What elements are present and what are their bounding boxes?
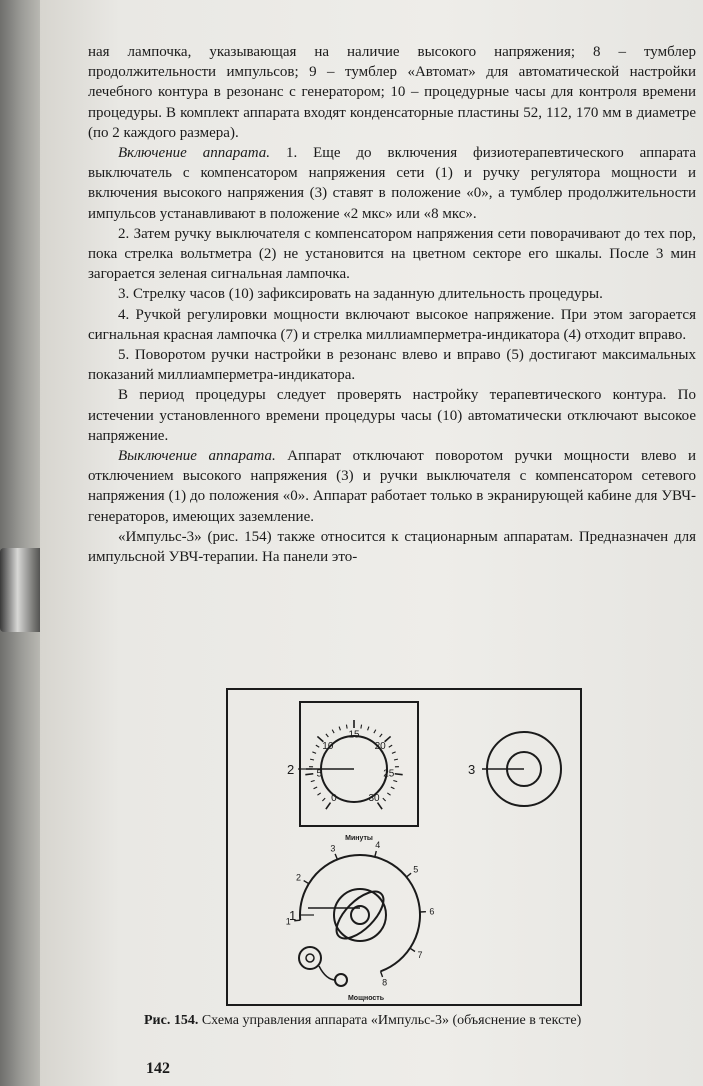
paragraph: ная лампочка, указывающая на наличие высокого напряжения; 8 – тумблер продолжительности импульсов; 9 – тумблер «Автомат» для автоматической настройки лечебного контура в резонанс с генератором; 10 – процедурные часы для контроля времени процедуры. В комплект аппарата входят конденсаторные пластины 52, 112, 170 мм в диаметре (по 2 каждого размера). <box>88 44 696 141</box>
book-binding <box>0 0 40 1086</box>
control-panel-diagram <box>228 690 580 1004</box>
paragraph: 5. Поворотом ручки настройки в резонанс влево и вправо (5) достигают максимальных показаний миллиамперметра-индикатора. <box>88 347 696 384</box>
timer-tick <box>393 781 397 782</box>
power-tick <box>410 948 415 951</box>
page-number: 142 <box>146 1060 170 1077</box>
timer-tick <box>326 803 331 810</box>
power-tick-label: 3 <box>330 843 336 854</box>
power-tick-label: 4 <box>375 840 381 851</box>
callout-1-label: 1 <box>289 908 297 923</box>
power-tick-label: 5 <box>413 864 419 875</box>
timer-tick-label: 30 <box>368 793 380 805</box>
callout-2-label: 2 <box>287 762 295 777</box>
indicator-lamp-outer <box>299 947 321 969</box>
timer-tick <box>326 734 328 737</box>
power-tick-label: 2 <box>296 872 302 883</box>
power-tick <box>304 881 309 884</box>
power-tick-label: 6 <box>429 906 435 917</box>
timer-tick <box>305 774 313 775</box>
power-caption: Мощность <box>347 995 385 1002</box>
paragraph: «Импульс-3» (рис. 154) также относится к стационарным аппаратам. Предназначен для импульсной УВЧ-терапии. На панели это- <box>88 528 696 566</box>
timer-tick <box>314 787 318 789</box>
timer-frame <box>300 702 418 826</box>
power-tick <box>335 854 337 860</box>
figure-caption-text: Схема управления аппарата «Импульс-3» (объяснение в тексте) <box>201 1013 582 1028</box>
figure-panel <box>226 688 582 1006</box>
power-tick <box>406 873 411 877</box>
toggle-switch <box>335 974 347 986</box>
timer-tick <box>380 734 382 737</box>
power-tick-label: 1 <box>285 916 291 927</box>
timer-tick <box>368 727 369 731</box>
heading-switch-off: Выключение аппарата. <box>118 448 276 465</box>
power-tick <box>381 971 383 977</box>
power-scale-arc <box>300 855 423 971</box>
figure-caption <box>144 1013 703 1029</box>
timer-caption: Минуты <box>345 835 373 842</box>
paragraph: В период процедуры следует проверять настройку терапевтического контура. По истечении установленного времени процедуры часы (10) автоматически отключают высокое напряжение. <box>88 387 696 444</box>
paragraph: 3. Стрелку часов (10) зафиксировать на заданную длительность процедуры. <box>118 286 603 303</box>
timer-tick <box>346 725 347 729</box>
paragraph: 2. Затем ручку выключателя с компенсатором напряжения сети поворачивают до тех пор, пока стрелка вольтметра (2) не установится на цветном секторе его шкалы. После 3 мин загорается зеленая сигнальная лампочка. <box>88 225 696 283</box>
timer-tick <box>311 781 315 782</box>
timer-tick <box>361 725 362 729</box>
timer-tick <box>389 745 392 747</box>
timer-tick <box>332 730 334 733</box>
heading-switch-on: Включение аппарата. <box>118 145 271 162</box>
power-tick-label: 7 <box>417 949 423 960</box>
paragraph: Включение аппарата. 1. Еще до включения физиотерапевтического аппарата выключатель с компенсатором напряжения сети (1) и ручку регулятора мощности и включения высокого напряжения (3) ставят в положение «0», а тумблер продолжительности импульсов устанавливают в положение «2 мкс» или «8 мкс». <box>88 145 697 222</box>
timer-tick-label: 0 <box>331 793 337 805</box>
timer-tick <box>383 798 386 801</box>
timer-tick <box>312 752 316 754</box>
timer-tick-label: 20 <box>374 741 386 753</box>
timer-tick <box>317 793 320 795</box>
timer-tick <box>310 759 314 760</box>
power-knob <box>329 884 391 946</box>
power-tick-label: 8 <box>382 977 388 988</box>
paragraph: Выключение аппарата. Аппарат отключают поворотом ручки мощности влево и отключением высокого напряжения (3) и ручки выключателя с компенсатором сетевого напряжения (1) до положения «0». Аппарат работает только в экранирующей кабине для УВЧ-генераторов, имеющих заземление. <box>88 448 696 525</box>
timer-tick <box>395 774 403 775</box>
timer-tick <box>339 727 340 731</box>
timer-tick-label: 15 <box>348 729 360 741</box>
callout-3-label: 3 <box>468 762 476 777</box>
figure-number: Рис. 154. <box>144 1013 199 1028</box>
book-page <box>40 0 703 1086</box>
lamp-wire <box>319 966 336 980</box>
timer-tick-label: 5 <box>316 768 323 780</box>
timer-tick <box>316 745 319 747</box>
timer-tick-label: 25 <box>383 768 395 780</box>
paragraph: 4. Ручкой регулировки мощности включают высокое напряжение. При этом загорается сигнальная красная лампочка (7) и стрелка миллиамперметра-индикатора (4) отходит вправо. <box>88 306 696 343</box>
power-tick <box>375 851 376 857</box>
timer-tick <box>392 752 396 754</box>
timer-tick <box>322 798 325 801</box>
timer-tick-label: 10 <box>322 741 334 753</box>
timer-tick <box>394 759 398 760</box>
timer-tick <box>374 730 376 733</box>
page-text <box>88 42 696 567</box>
timer-tick <box>391 787 395 789</box>
timer-tick <box>387 793 390 795</box>
indicator-lamp-inner <box>306 954 314 962</box>
page-clip <box>0 548 44 632</box>
